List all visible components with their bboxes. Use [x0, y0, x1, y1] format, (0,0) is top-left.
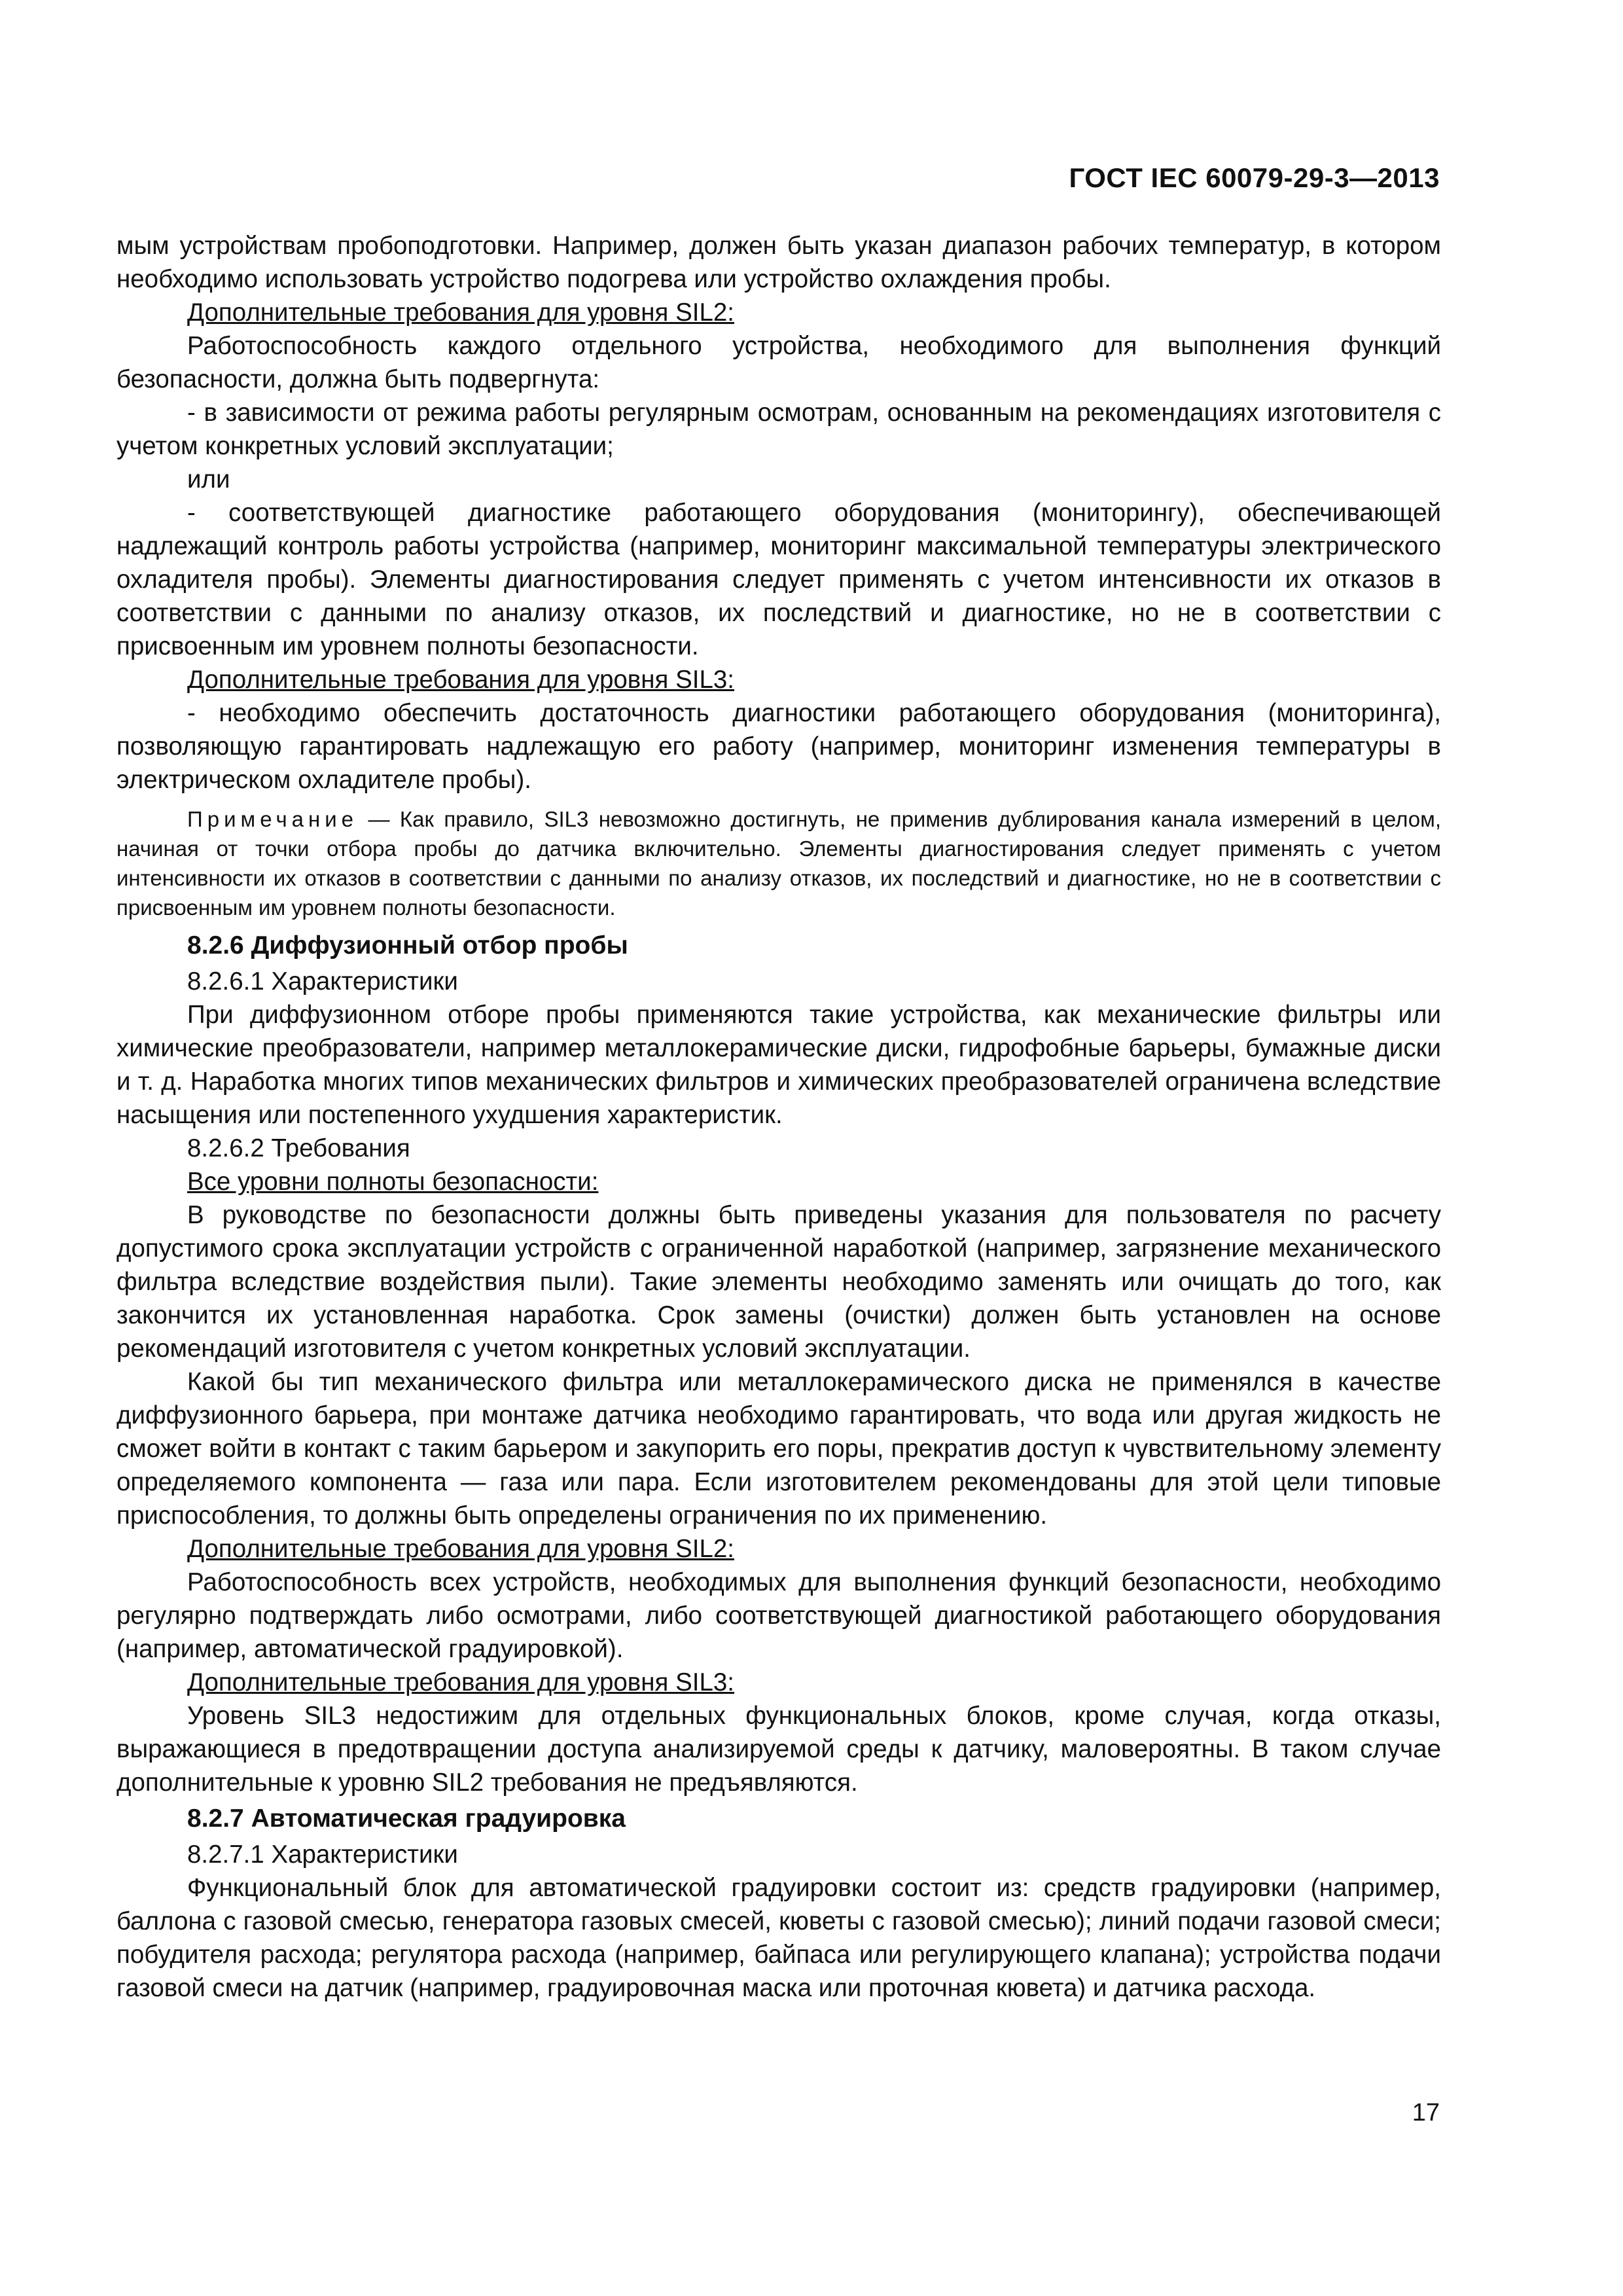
subheading-sil2: Дополнительные требования для уровня SIL2:: [187, 298, 734, 327]
paragraph: При диффузионном отборе пробы применяются такие устройства, как механические фильтры или химические преобразователи, например металлокерамические диски, гидрофобные барьеры, бумажные диски и т. д. Наработка многих типов механических фильтров и химических преобразователей ограничена вследствие насыщения или постепенного ухудшения характеристик.: [116, 1001, 1441, 1129]
subsection-title: 8.2.6.1 Характеристики: [187, 967, 458, 996]
page-content: [116, 229, 1441, 2005]
subheading-sil3: Дополнительные требования для уровня SIL3:: [187, 1668, 734, 1696]
paragraph: [116, 1666, 1441, 1699]
paragraph: Работоспособность всех устройств, необходимых для выполнения функций безопасности, необходимо регулярно подтверждать либо осмотрами, либо соответствующей диагностикой работающего оборудования (например, автоматической градуировкой).: [116, 1568, 1441, 1663]
list-item: - необходимо обеспечить достаточность диагностики работающего оборудования (мониторинга), позволяющую гарантировать надлежащую его работу (например, мониторинг изменения температуры в электрическом охладителе пробы).: [116, 699, 1441, 794]
list-item: - соответствующей диагностике работающего оборудования (мониторингу), обеспечивающей надлежащий контроль работы устройства (например, мониторинг максимальной температуры электрического охладителя пробы). Элементы диагностирования следует применять с учетом интенсивности их отказов в соответствии с данными по анализу отказов, их последствий и диагностике, но не в соответствии с присвоенным им уровнем полноты безопасности.: [116, 499, 1441, 660]
standard-header: ГОСТ IEC 60079-29-3—2013: [1069, 162, 1440, 193]
paragraph: Какой бы тип механического фильтра или металлокерамического диска не применялся в качестве диффузионного барьера, при монтаже датчика необходимо гарантировать, что вода или другая жидкость не сможет войти в контакт с таким барьером и закупорить его поры, прекратив доступ к чувствительному элементу определяемого компонента — газа или пара. Если изготовителем рекомендованы для этой цели типовые приспособления, то должны быть определены ограничения по их применению.: [116, 1368, 1441, 1530]
paragraph: [116, 1532, 1441, 1566]
page-number: 17: [1412, 2099, 1440, 2126]
paragraph: мым устройствам пробоподготовки. Например, должен быть указан диапазон рабочих температур, в котором необходимо использовать устройство подогрева или устройство охлаждения пробы.: [116, 232, 1441, 293]
paragraph: или: [187, 465, 230, 493]
paragraph: Функциональный блок для автоматической градуировки состоит из: средств градуировки (например, баллона с газовой смесью, генератора газовых смесей, кюветы с газовой смесью); линий подачи газовой смеси; побудителя расхода; регулятора расхода (например, байпаса или регулирующего клапана); устройства подачи газовой смеси на датчик (например, градуировочная маска или проточная кювета) и датчика расхода.: [116, 1874, 1441, 2002]
subsection-title: 8.2.6.2 Требования: [187, 1134, 410, 1162]
note-label: Примечание: [187, 807, 359, 831]
list-item: - в зависимости от режима работы регулярным осмотрам, основанным на рекомендациях изготовителя с учетом конкретных условий эксплуатации;: [116, 399, 1441, 460]
note: [116, 804, 1441, 922]
paragraph: [116, 663, 1441, 696]
note-text: — Как правило, SIL3 невозможно достигнуть, не применив дублирования канала измерений в целом, начиная от точки отбора пробы до датчика включительно. Элементы диагностирования следует применять с учетом интенсивности их отказов в соответствии с данными по анализу отказов, их последствий и диагностике, но не в соответствии с присвоенным им уровнем полноты безопасности.: [116, 807, 1441, 920]
paragraph: [116, 1165, 1441, 1198]
subheading-sil3: Дополнительные требования для уровня SIL3:: [187, 666, 734, 694]
paragraph: В руководстве по безопасности должны быть приведены указания для пользователя по расчету допустимого срока эксплуатации устройств с ограниченной наработкой (например, загрязнение механического фильтра вследствие воздействия пыли). Такие элементы необходимо заменять или очищать до того, как закончится их установленная наработка. Срок замены (очистки) должен быть установлен на основе рекомендаций изготовителя с учетом конкретных условий эксплуатации.: [116, 1201, 1441, 1363]
paragraph: Работоспособность каждого отдельного устройства, необходимого для выполнения функций безопасности, должна быть подвергнута:: [116, 332, 1441, 393]
subheading-all-levels: Все уровни полноты безопасности:: [187, 1168, 599, 1196]
subsection-title: 8.2.7.1 Характеристики: [187, 1840, 458, 1869]
subheading-sil2: Дополнительные требования для уровня SIL2:: [187, 1535, 734, 1563]
section-heading: 8.2.6 Диффузионный отбор пробы: [187, 931, 628, 960]
paragraph: [116, 296, 1441, 329]
paragraph: Уровень SIL3 недостижим для отдельных функциональных блоков, кроме случая, когда отказы, выражающиеся в предотвращении доступа анализируемой среды к датчику, маловероятны. В таком случае дополнительные к уровню SIL2 требования не предъявляются.: [116, 1702, 1441, 1797]
section-heading: 8.2.7 Автоматическая градуировка: [187, 1804, 626, 1833]
